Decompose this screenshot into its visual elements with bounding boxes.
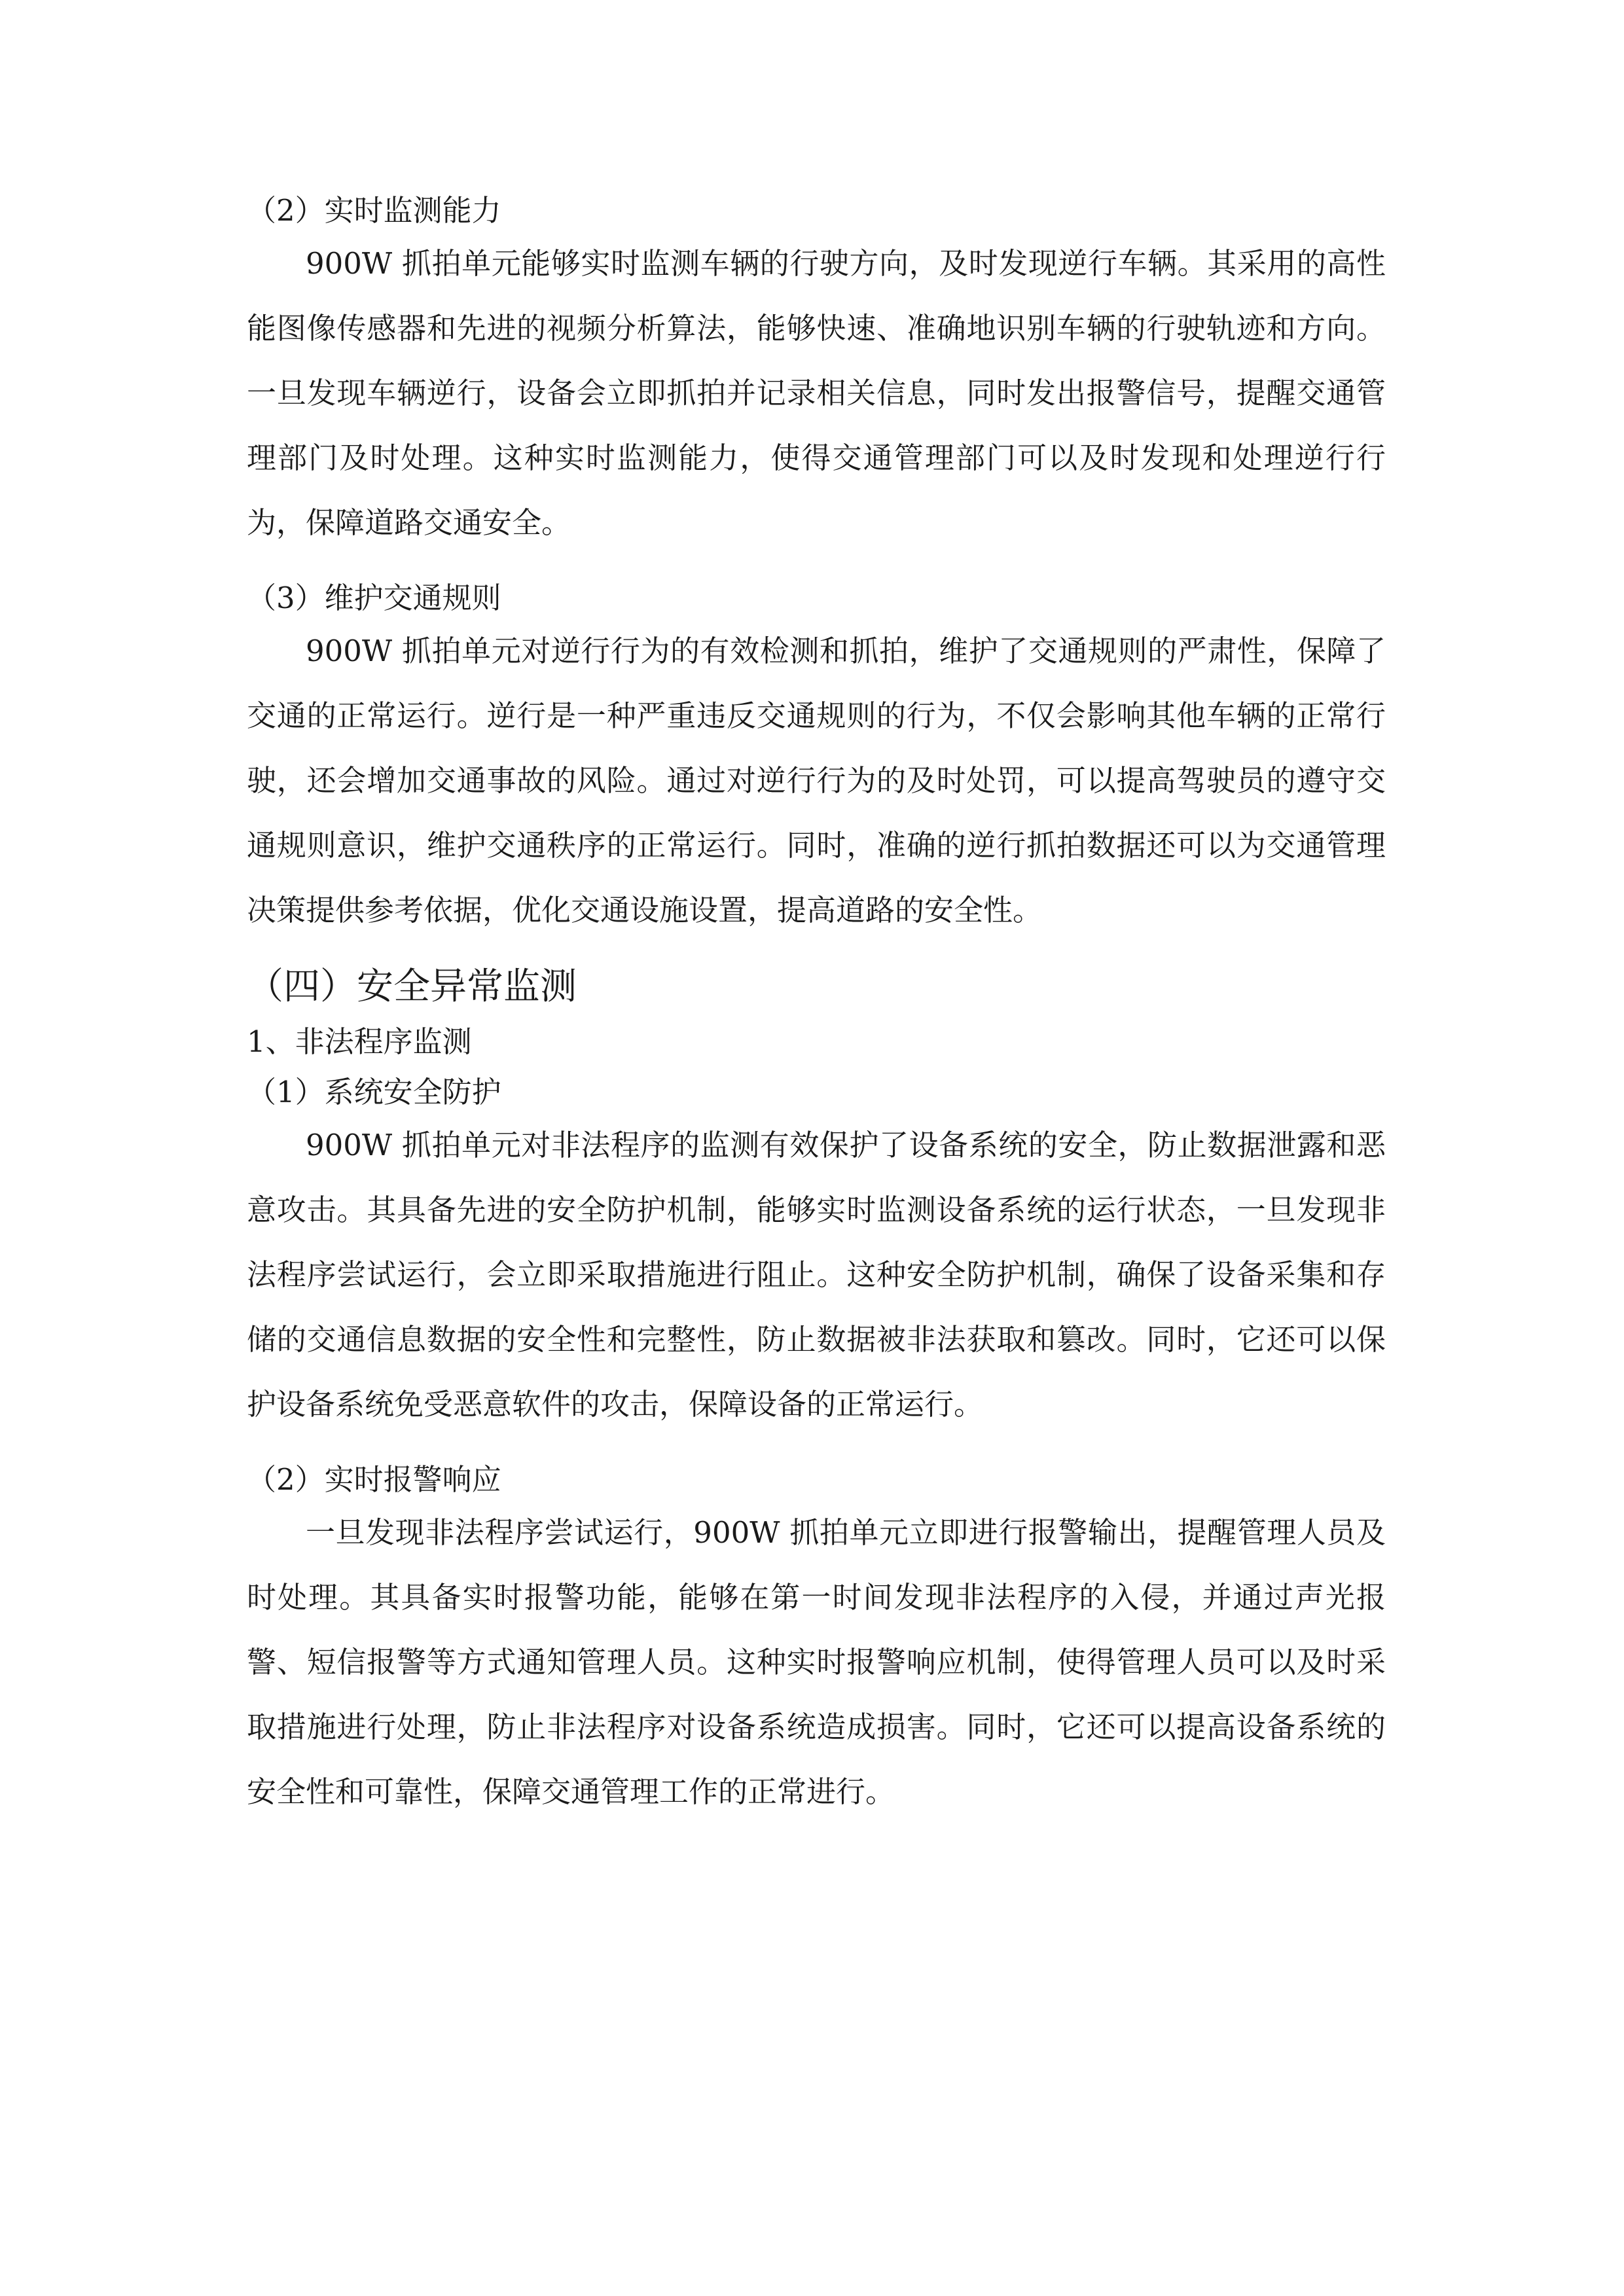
paragraph-realtime-alarm: 一旦发现非法程序尝试运行，900W 抓拍单元立即进行报警输出，提醒管理人员及时处理。其具备实时报警功能，能够在第一时间发现非法程序的入侵，并通过声光报警、短信报警等方式通知管理人员。这种实时报警响应机制，使得管理人员可以及时采取措施进行处理，防止非法程序对设备系统造成损害。同时，它还可以提高设备系统的安全性和可靠性，保障交通管理工作的正常进行。 xyxy=(247,1515,1386,1809)
paragraph-realtime-monitoring: 900W 抓拍单元能够实时监测车辆的行驶方向，及时发现逆行车辆。其采用的高性能图像传感器和先进的视频分析算法，能够快速、准确地识别车辆的行驶轨迹和方向。一旦发现车辆逆行，设备会立即抓拍并记录相关信息，同时发出报警信号，提醒交通管理部门及时处理。这种实时监测能力，使得交通管理部门可以及时发现和处理逆行行为，保障道路交通安全。 xyxy=(247,246,1386,540)
subheading-realtime-alarm: （2）实时报警响应 xyxy=(247,1462,501,1497)
document-page xyxy=(247,190,1386,1824)
subheading-traffic-rules: （3）维护交通规则 xyxy=(247,581,501,615)
paragraph-traffic-rules: 900W 抓拍单元对逆行行为的有效检测和抓拍，维护了交通规则的严肃性，保障了交通的正常运行。逆行是一种严重违反交通规则的行为，不仅会影响其他车辆的正常行驶，还会增加交通事故的风险。通过对逆行行为的及时处罚，可以提高驾驶员的遵守交通规则意识，维护交通秩序的正常运行。同时，准确的逆行抓拍数据还可以为交通管理决策提供参考依据，优化交通设施设置，提高道路的安全性。 xyxy=(247,634,1386,927)
subsection-title-illegal-program: 1、非法程序监测 xyxy=(247,1024,472,1059)
paragraph-system-protection: 900W 抓拍单元对非法程序的监测有效保护了设备系统的安全，防止数据泄露和恶意攻击。其具备先进的安全防护机制，能够实时监测设备系统的运行状态，一旦发现非法程序尝试运行，会立即采取措施进行阻止。这种安全防护机制，确保了设备采集和存储的交通信息数据的安全性和完整性，防止数据被非法获取和篡改。同时，它还可以保护设备系统免受恶意软件的攻击，保障设备的正常运行。 xyxy=(247,1127,1386,1422)
section-title-security-monitoring: （四）安全异常监测 xyxy=(247,965,577,1008)
subheading-realtime-monitoring: （2）实时监测能力 xyxy=(247,193,501,228)
subheading-system-protection: （1）系统安全防护 xyxy=(247,1074,501,1109)
